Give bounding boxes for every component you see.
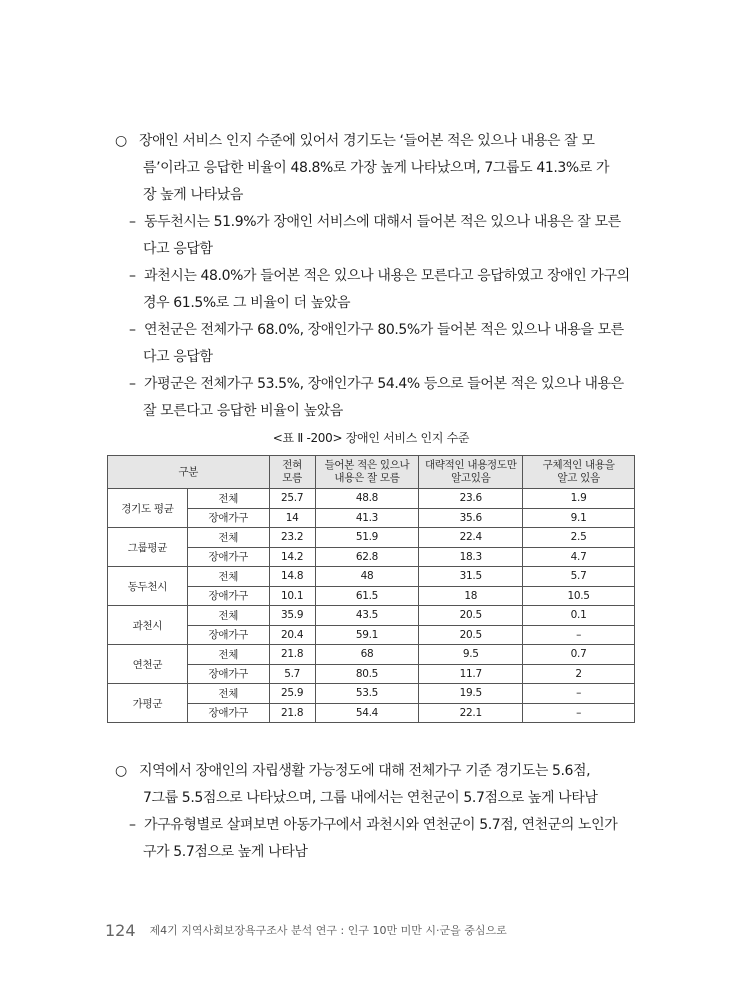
section-2 — [115, 758, 637, 866]
table-row — [108, 645, 635, 665]
footer-text: 제4기 지역사회보장욕구조사 분석 연구 : 인구 10만 미만 시·군을 중심으로 — [149, 924, 507, 937]
table-row — [108, 586, 635, 606]
region-cell: 경기도 평균 — [108, 489, 188, 528]
header-col: 들어본 적은 있으나 내용은 잘 모름 — [315, 456, 419, 489]
value-cell: – — [523, 703, 635, 723]
value-cell: 4.7 — [523, 547, 635, 567]
value-cell: 0.1 — [523, 606, 635, 626]
value-cell: 1.9 — [523, 489, 635, 509]
sub-item-cont: 다고 응답함 — [143, 241, 213, 257]
household-type-cell: 장애가구 — [187, 586, 269, 606]
paragraph-line: 름’이라고 응답한 비율이 48.8%로 가장 높게 나타났으며, 7그룹도 41.3%로 가 — [143, 160, 610, 176]
value-cell: 5.7 — [269, 664, 315, 684]
paragraph-line: ○ 지역에서 장애인의 자립생활 가능정도에 대해 전체가구 기준 경기도는 5.6점, — [115, 758, 637, 785]
dash-bullet-icon: – — [129, 214, 136, 230]
table-row — [108, 606, 635, 626]
household-type-cell: 장애가구 — [187, 664, 269, 684]
value-cell: 0.7 — [523, 645, 635, 665]
value-cell: 18.3 — [419, 547, 523, 567]
page-number: 124 — [105, 921, 136, 940]
circle-bullet-icon: ○ — [115, 133, 127, 149]
table-header-row — [108, 456, 635, 489]
dash-bullet-icon: – — [129, 322, 136, 338]
table-row — [108, 528, 635, 548]
header-category: 구분 — [108, 456, 270, 489]
household-type-cell: 장애가구 — [187, 508, 269, 528]
value-cell: 2 — [523, 664, 635, 684]
sub-item: – 가평군은 전체가구 53.5%, 장애인가구 54.4% 등으로 들어본 적은 있으나 내용은 — [115, 371, 637, 398]
value-cell: 53.5 — [315, 684, 419, 704]
value-cell: 19.5 — [419, 684, 523, 704]
value-cell: 14 — [269, 508, 315, 528]
value-cell: 22.1 — [419, 703, 523, 723]
value-cell: 25.9 — [269, 684, 315, 704]
value-cell: 2.5 — [523, 528, 635, 548]
region-cell: 연천군 — [108, 645, 188, 684]
value-cell: 54.4 — [315, 703, 419, 723]
sub-item-cont: 잘 모른다고 응답한 비율이 높았음 — [143, 403, 343, 419]
value-cell: 23.6 — [419, 489, 523, 509]
table-row — [108, 625, 635, 645]
table-row — [108, 664, 635, 684]
paragraph-line: 장 높게 나타났음 — [143, 187, 243, 203]
value-cell: 9.1 — [523, 508, 635, 528]
value-cell: 14.2 — [269, 547, 315, 567]
value-cell: 22.4 — [419, 528, 523, 548]
sub-item-cont: 다고 응답함 — [143, 349, 213, 365]
value-cell: 62.8 — [315, 547, 419, 567]
value-cell: 18 — [419, 586, 523, 606]
value-cell: 43.5 — [315, 606, 419, 626]
value-cell: 11.7 — [419, 664, 523, 684]
value-cell: 51.9 — [315, 528, 419, 548]
header-col: 대략적인 내용정도만 알고있음 — [419, 456, 523, 489]
sub-item: – 과천시는 48.0%가 들어본 적은 있으나 내용은 모른다고 응답하였고 장애인 가구의 — [115, 263, 637, 290]
household-type-cell: 전체 — [187, 645, 269, 665]
value-cell: – — [523, 625, 635, 645]
household-type-cell: 전체 — [187, 489, 269, 509]
household-type-cell: 장애가구 — [187, 547, 269, 567]
dash-bullet-icon: – — [129, 268, 136, 284]
table-row — [108, 684, 635, 704]
awareness-table — [107, 455, 635, 723]
sub-item: – 동두천시는 51.9%가 장애인 서비스에 대해서 들어본 적은 있으나 내용은 잘 모른 — [115, 209, 637, 236]
value-cell: 20.5 — [419, 625, 523, 645]
value-cell: 14.8 — [269, 567, 315, 587]
value-cell: 20.4 — [269, 625, 315, 645]
region-cell: 동두천시 — [108, 567, 188, 606]
value-cell: 21.8 — [269, 703, 315, 723]
dash-bullet-icon: – — [129, 817, 136, 833]
household-type-cell: 전체 — [187, 606, 269, 626]
section-1 — [115, 128, 637, 425]
circle-bullet-icon: ○ — [115, 763, 127, 779]
paragraph-line: ○ 장애인 서비스 인지 수준에 있어서 경기도는 ‘들어본 적은 있으나 내용은 잘 모 — [115, 128, 637, 155]
value-cell: 21.8 — [269, 645, 315, 665]
value-cell: 20.5 — [419, 606, 523, 626]
household-type-cell: 장애가구 — [187, 703, 269, 723]
page-footer — [105, 921, 507, 940]
value-cell: 9.5 — [419, 645, 523, 665]
table-row — [108, 703, 635, 723]
region-cell: 가평군 — [108, 684, 188, 723]
region-cell: 과천시 — [108, 606, 188, 645]
sub-item-cont: 경우 61.5%로 그 비율이 더 높았음 — [143, 295, 351, 311]
value-cell: 35.6 — [419, 508, 523, 528]
value-cell: 48 — [315, 567, 419, 587]
value-cell: 48.8 — [315, 489, 419, 509]
household-type-cell: 전체 — [187, 528, 269, 548]
table-row — [108, 567, 635, 587]
paragraph-line: 7그룹 5.5점으로 나타났으며, 그룹 내에서는 연천군이 5.7점으로 높게 나타남 — [143, 790, 598, 806]
value-cell: 61.5 — [315, 586, 419, 606]
table-row — [108, 489, 635, 509]
value-cell: 59.1 — [315, 625, 419, 645]
sub-item: – 연천군은 전체가구 68.0%, 장애인가구 80.5%가 들어본 적은 있으나 내용을 모른 — [115, 317, 637, 344]
value-cell: 68 — [315, 645, 419, 665]
header-col: 전혀 모름 — [269, 456, 315, 489]
value-cell: 10.5 — [523, 586, 635, 606]
table-row — [108, 547, 635, 567]
table-caption: <표 Ⅱ -200> 장애인 서비스 인지 수준 — [272, 431, 470, 445]
value-cell: 35.9 — [269, 606, 315, 626]
table-row — [108, 508, 635, 528]
household-type-cell: 장애가구 — [187, 625, 269, 645]
household-type-cell: 전체 — [187, 684, 269, 704]
value-cell: 25.7 — [269, 489, 315, 509]
value-cell: 41.3 — [315, 508, 419, 528]
value-cell: 23.2 — [269, 528, 315, 548]
value-cell: 10.1 — [269, 586, 315, 606]
value-cell: 31.5 — [419, 567, 523, 587]
sub-item: – 가구유형별로 살펴보면 아동가구에서 과천시와 연천군이 5.7점, 연천군의 노인가 — [115, 812, 637, 839]
value-cell: 80.5 — [315, 664, 419, 684]
header-col: 구체적인 내용을 알고 있음 — [523, 456, 635, 489]
dash-bullet-icon: – — [129, 376, 136, 392]
value-cell: 5.7 — [523, 567, 635, 587]
value-cell: – — [523, 684, 635, 704]
household-type-cell: 전체 — [187, 567, 269, 587]
region-cell: 그룹평균 — [108, 528, 188, 567]
sub-item-cont: 구가 5.7점으로 높게 나타남 — [143, 844, 308, 860]
